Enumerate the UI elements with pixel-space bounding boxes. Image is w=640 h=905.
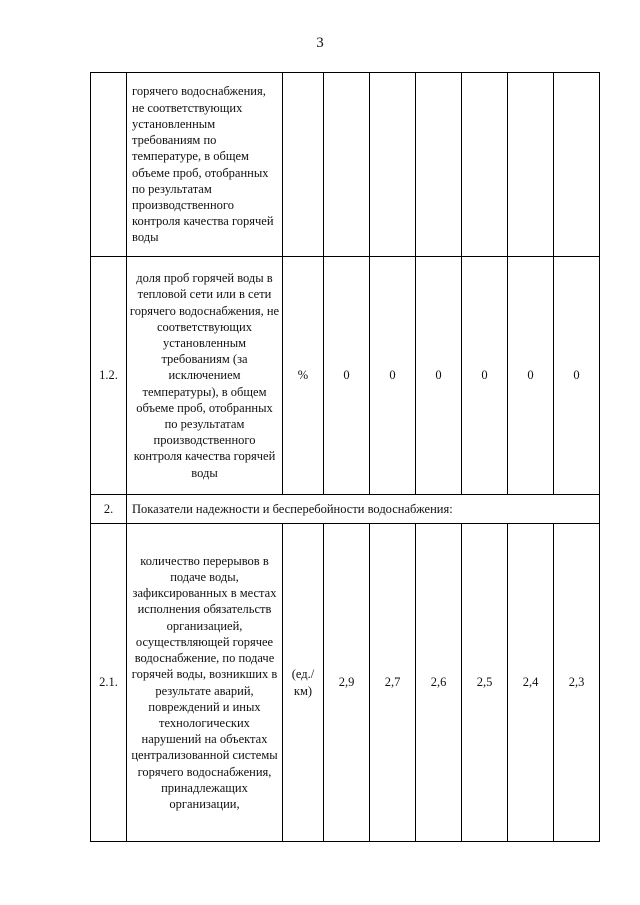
value-cell: 0 — [462, 257, 508, 495]
row-number: 2.1. — [91, 524, 127, 842]
indicator-description — [127, 73, 283, 257]
value-cell — [324, 73, 370, 257]
value-cell: 2,3 — [554, 524, 600, 842]
indicator-description — [127, 524, 283, 842]
value-cell: 0 — [324, 257, 370, 495]
value-cell — [462, 73, 508, 257]
value-cell: 2,9 — [324, 524, 370, 842]
value-cell: 2,5 — [462, 524, 508, 842]
section-heading: Показатели надежности и бесперебойности водоснабжения: — [127, 495, 600, 524]
value-cell: 0 — [416, 257, 462, 495]
value-cell — [554, 73, 600, 257]
table-row — [91, 257, 600, 495]
indicator-text: количество перерывов в подаче воды, зафиксированных в местах исполнения обязательств организацией, осуществляющей горячее водоснабжение, по подаче горячей воды, возникших в результате аварий, повреждений и иных технологических нарушений на объектах централизованной системы горячего водоснабжения, принадлежащих организации, — [131, 553, 278, 811]
unit-cell: (ед./ км) — [283, 524, 324, 842]
value-cell: 0 — [370, 257, 416, 495]
table-row — [91, 524, 600, 842]
table-row — [91, 73, 600, 257]
value-cell: 2,4 — [508, 524, 554, 842]
value-cell — [416, 73, 462, 257]
value-cell: 0 — [508, 257, 554, 495]
indicators-table — [90, 72, 600, 842]
value-cell: 2,7 — [370, 524, 416, 842]
unit-cell: % — [283, 257, 324, 495]
indicator-text: горячего водоснабжения, не соответствующих установленным требованиям по температуре, в общем объеме проб, отобранных по результатам производственного контроля качества горячей воды — [132, 84, 274, 245]
value-cell — [370, 73, 416, 257]
value-cell: 0 — [554, 257, 600, 495]
unit-cell — [283, 73, 324, 257]
row-number: 1.2. — [91, 257, 127, 495]
value-cell — [508, 73, 554, 257]
page-number: 3 — [316, 35, 324, 51]
value-cell: 2,6 — [416, 524, 462, 842]
row-number — [91, 73, 127, 257]
row-number: 2. — [91, 495, 127, 524]
indicator-text: доля проб горячей воды в тепловой сети или в сети горячего водоснабжения, не соответствующих установленным требованиям (за исключением температуры), в общем объеме проб, отобранных по результатам производственного контроля качества горячей воды — [129, 271, 280, 480]
indicator-description — [127, 257, 283, 495]
section-heading-row — [91, 495, 600, 524]
